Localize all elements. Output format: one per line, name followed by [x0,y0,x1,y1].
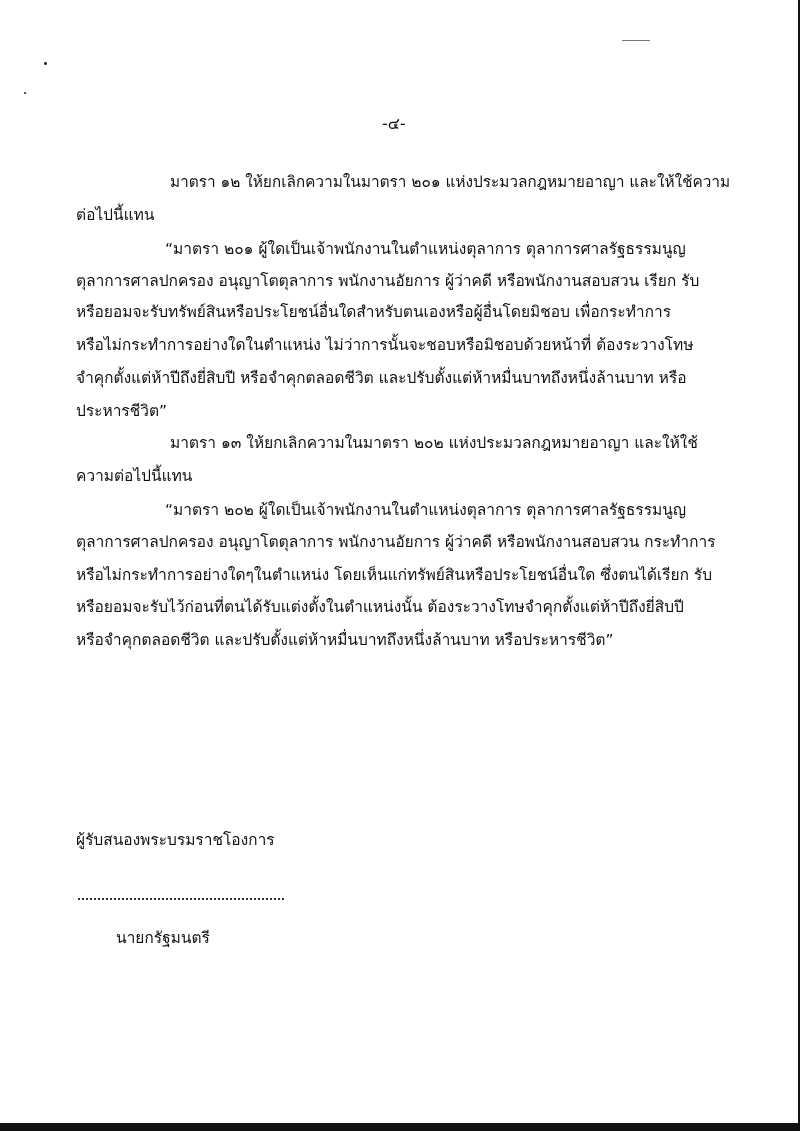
scan-speck [24,92,26,94]
scan-edge-bottom [0,1123,800,1131]
quote-line: ประหารชีวิต” [76,402,168,420]
quote-line: ตุลาการศาลปกครอง อนุญาโตตุลาการ พนักงานอัยการ ผู้ว่าคดี หรือพนักงานสอบสวน เรียก รับ [76,272,700,290]
quote-line: หรือจำคุกตลอดชีวิต และปรับตั้งแต่ห้าหมื่นบาทถึงหนึ่งล้านบาท หรือประหารชีวิต” [76,631,614,649]
quote-line: “มาตรา ๒๐๒ ผู้ใดเป็นเจ้าพนักงานในตำแหน่งตุลาการ ตุลาการศาลรัฐธรรมนูญ [165,501,687,519]
section-lead: มาตรา ๑๓ ให้ยกเลิกความในมาตรา ๒๐๒ แห่งประมวลกฎหมายอาญา และให้ใช้ [170,434,698,452]
signer-title: นายกรัฐมนตรี [116,929,210,947]
quote-line: หรือยอมจะรับไว้ก่อนที่ตนได้รับแต่งตั้งในตำแหน่งนั้น ต้องระวางโทษจำคุกตั้งแต่ห้าปีถึงยี่สิบปี [76,598,684,616]
quote-line: หรือไม่กระทำการอย่างใดในตำแหน่ง ไม่ว่าการนั้นจะชอบหรือมิชอบด้วยหน้าที่ ต้องระวางโทษ [76,336,694,354]
quote-line: “มาตรา ๒๐๑ ผู้ใดเป็นเจ้าพนักงานในตำแหน่งตุลาการ ตุลาการศาลรัฐธรรมนูญ [165,240,686,258]
quote-line: หรือยอมจะรับทรัพย์สินหรือประโยชน์อื่นใดสำหรับตนเองหรือผู้อื่นโดยมิชอบ เพื่อกระทำการ [76,303,672,321]
quote-line: จำคุกตั้งแต่ห้าปีถึงยี่สิบปี หรือจำคุกตลอดชีวิต และปรับตั้งแต่ห้าหมื่นบาทถึงหนึ่งล้านบาท หรือ [76,369,687,387]
countersign-label: ผู้รับสนองพระบรมราชโองการ [76,831,275,849]
quote-line: ตุลาการศาลปกครอง อนุญาโตตุลาการ พนักงานอัยการ ผู้ว่าคดี หรือพนักงานสอบสวน กระทำการ [76,533,716,551]
signature-line [78,898,284,900]
section-lead: มาตรา ๑๒ ให้ยกเลิกความในมาตรา ๒๐๑ แห่งประมวลกฎหมายอาญา และให้ใช้ความ [170,173,731,191]
scan-speck [44,62,47,65]
section-lead-continuation: ต่อไปนี้แทน [76,206,155,224]
scan-mark [622,40,650,41]
section-lead-continuation: ความต่อไปนี้แทน [76,467,193,485]
page-number: -๔- [382,114,406,133]
quote-line: หรือไม่กระทำการอย่างใดๆในตำแหน่ง โดยเห็นแก่ทรัพย์สินหรือประโยชน์อื่นใด ซึ่งตนได้เรียก รับ [76,566,713,584]
